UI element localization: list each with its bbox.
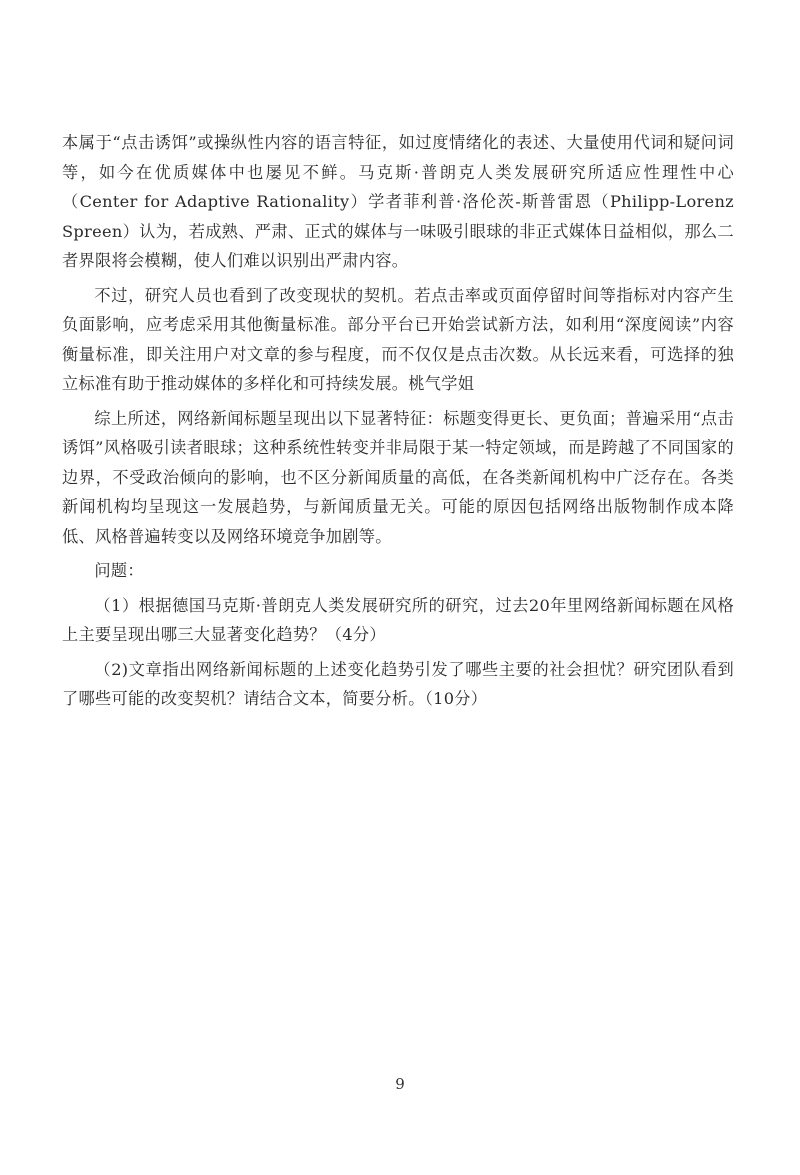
question-2: （2)文章指出网络新闻标题的上述变化趋势引发了哪些主要的社会担忧？研究团队看到了哪些可能的改变契机？请结合文本，简要分析。（10分） xyxy=(62,659,734,708)
paragraph-opportunity: 不过，研究人员也看到了改变现状的契机。若点击率或页面停留时间等指标对内容产生负面影响，应考虑采用其他衡量标准。部分平台已开始尝试新方法，如利用“深度阅读”内容衡量标准，即关注用户对文章的参与程度，而不仅仅是点击次数。从长远来看，可选择的独立标准有助于推动媒体的多样化和可持续发展。桃气学姐 xyxy=(62,285,734,393)
questions-heading: 问题： xyxy=(94,561,144,580)
page-number: 9 xyxy=(395,1075,405,1093)
paragraph-continued: 本属于“点击诱饵”或操纵性内容的语言特征，如过度情绪化的表述、大量使用代词和疑问词等，如今在优质媒体中也屡见不鲜。马克斯·普朗克人类发展研究所适应性理性中心（Center for Adaptive Rationality）学者菲利普·洛伦茨-斯普雷恩（Philipp-Lorenz Spreen）认为，若成熟、严肃、正式的媒体与一味吸引眼球的非正式媒体日益相似，那么二者界限将会模糊，使人们难以识别出严肃内容。 xyxy=(62,133,734,270)
paragraph-summary: 综上所述，网络新闻标题呈现出以下显著特征：标题变得更长、更负面；普遍采用“点击诱饵”风格吸引读者眼球；这种系统性转变并非局限于某一特定领域，而是跨越了不同国家的边界，不受政治倾向的影响，也不区分新闻质量的高低，在各类新闻机构中广泛存在。各类新闻机构均呈现这一发展趋势，与新闻质量无关。可能的原因包括网络出版物制作成本降低、风格普遍转变以及网络环境竞争加剧等。 xyxy=(62,408,734,546)
body-text xyxy=(62,128,734,714)
question-1: （1）根据德国马克斯·普朗克人类发展研究所的研究，过去20年里网络新闻标题在风格上主要呈现出哪三大显著变化趋势？（4分） xyxy=(62,595,734,644)
